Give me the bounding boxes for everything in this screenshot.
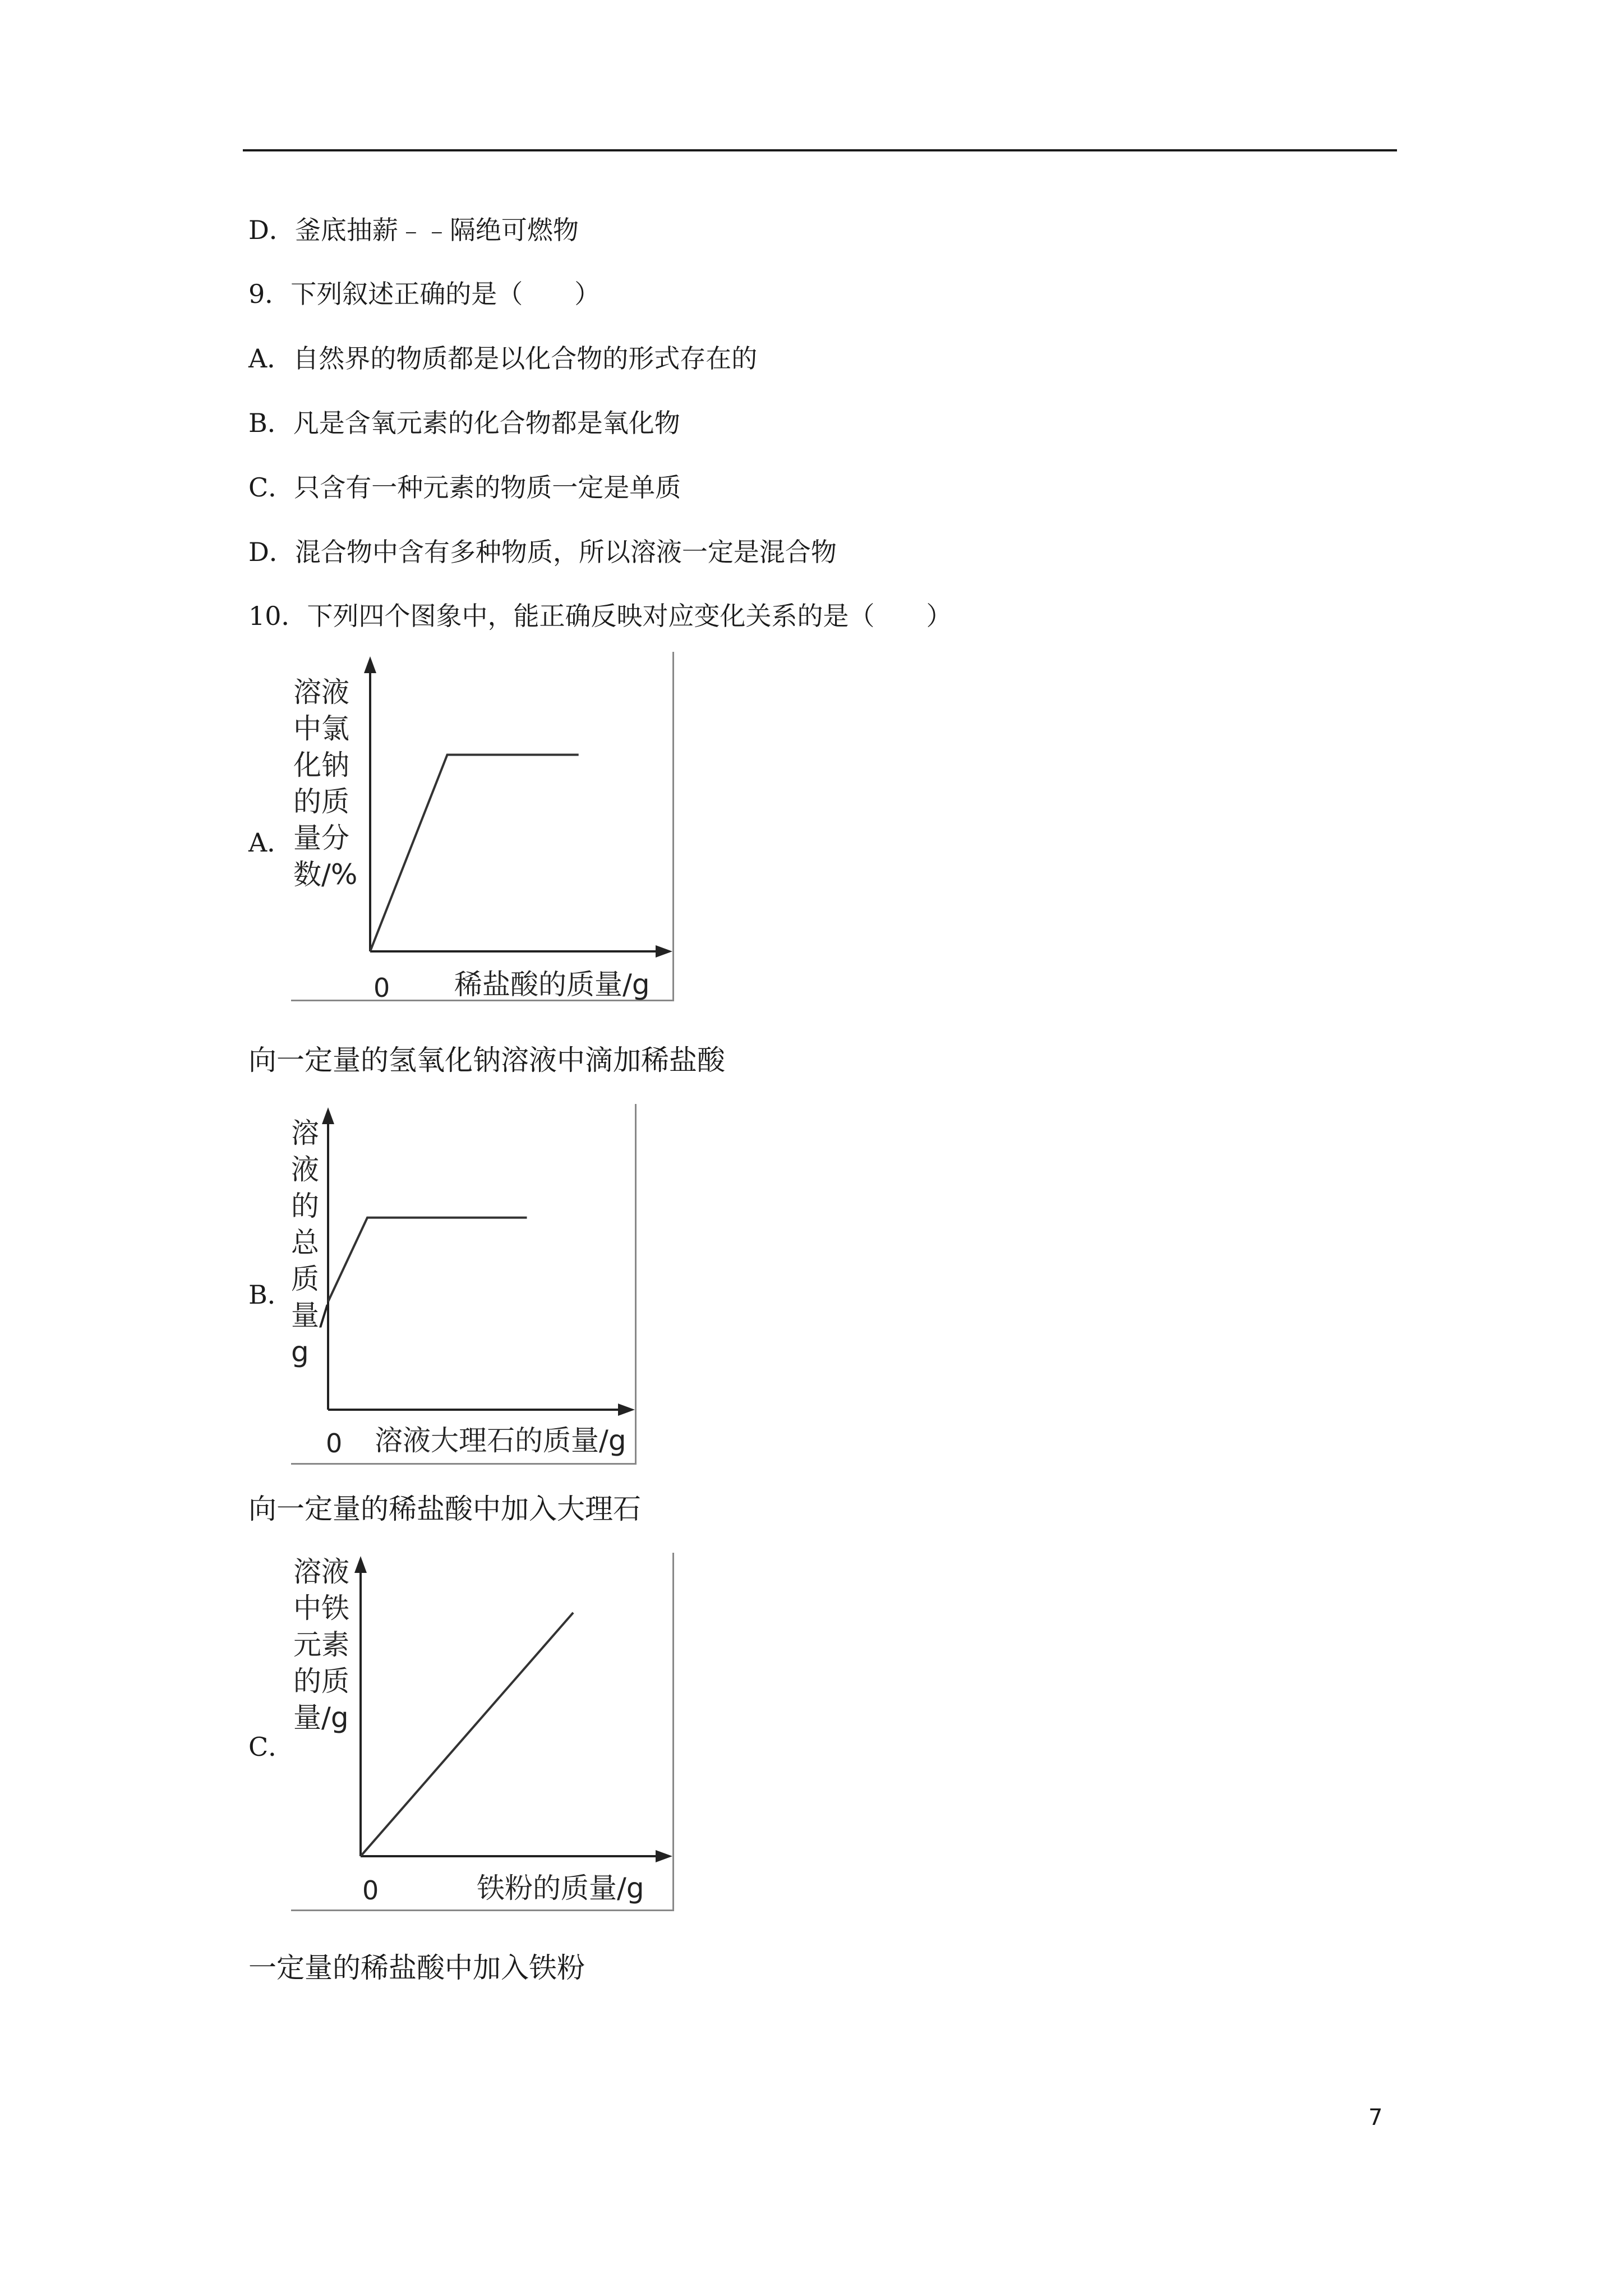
page-number: 7: [1368, 2105, 1383, 2131]
chart-b-series-line: [328, 1218, 527, 1302]
option-a-label: A．: [248, 827, 293, 858]
chart-a-xlabel: 稀盐酸的质量/g: [454, 968, 650, 1001]
chart-a-series-line: [370, 755, 579, 952]
chart-a-ylabel: 溶液中氯化钠的质量分数/%: [293, 676, 358, 891]
chart-b-plot: [291, 1104, 635, 1463]
chart-a-y-arrow: [364, 656, 376, 673]
chart-b-xlabel: 溶液大理石的质量/g: [375, 1424, 626, 1457]
question-9-option-b: B．凡是含氧元素的化合物都是氧化物: [248, 408, 680, 438]
option-b-caption: 向一定量的稀盐酸中加入大理石: [248, 1493, 641, 1525]
question-8-option-d: D．釜底抽薪﹣﹣隔绝可燃物: [248, 215, 579, 245]
chart-b-x-arrow: [618, 1404, 635, 1416]
chart-c-series-line: [361, 1613, 573, 1856]
question-9-option-a: A．自然界的物质都是以化合物的形式存在的: [248, 343, 758, 374]
chart-c: [291, 1553, 674, 1911]
chart-c-origin: 0: [362, 1875, 379, 1906]
chart-b-origin: 0: [326, 1428, 343, 1458]
question-9-option-c: C．只含有一种元素的物质一定是单质: [248, 472, 681, 503]
option-c-caption: 一定量的稀盐酸中加入铁粉: [248, 1952, 585, 1984]
chart-a-origin: 0: [374, 973, 390, 1003]
header-rule: [243, 149, 1397, 151]
option-a-caption: 向一定量的氢氧化钠溶液中滴加稀盐酸: [248, 1044, 725, 1076]
option-c-label: C．: [248, 1732, 294, 1762]
chart-c-xlabel: 铁粉的质量/g: [477, 1872, 644, 1904]
chart-c-x-arrow: [656, 1850, 672, 1862]
chart-c-ylabel: 溶液中铁元素的质量/g: [293, 1556, 349, 1734]
option-b-label: B．: [248, 1280, 293, 1310]
question-10-stem: 10．下列四个图象中，能正确反映对应变化关系的是（ ）: [248, 601, 952, 631]
question-9-stem: 9．下列叙述正确的是（ ）: [248, 279, 601, 309]
chart-a: [291, 652, 674, 1001]
question-9-option-d: D．混合物中含有多种物质，所以溶液一定是混合物: [248, 537, 837, 567]
chart-b-ylabel: 溶液的总质量/g: [291, 1117, 329, 1368]
chart-b: [291, 1104, 637, 1465]
chart-a-x-arrow: [656, 945, 672, 958]
